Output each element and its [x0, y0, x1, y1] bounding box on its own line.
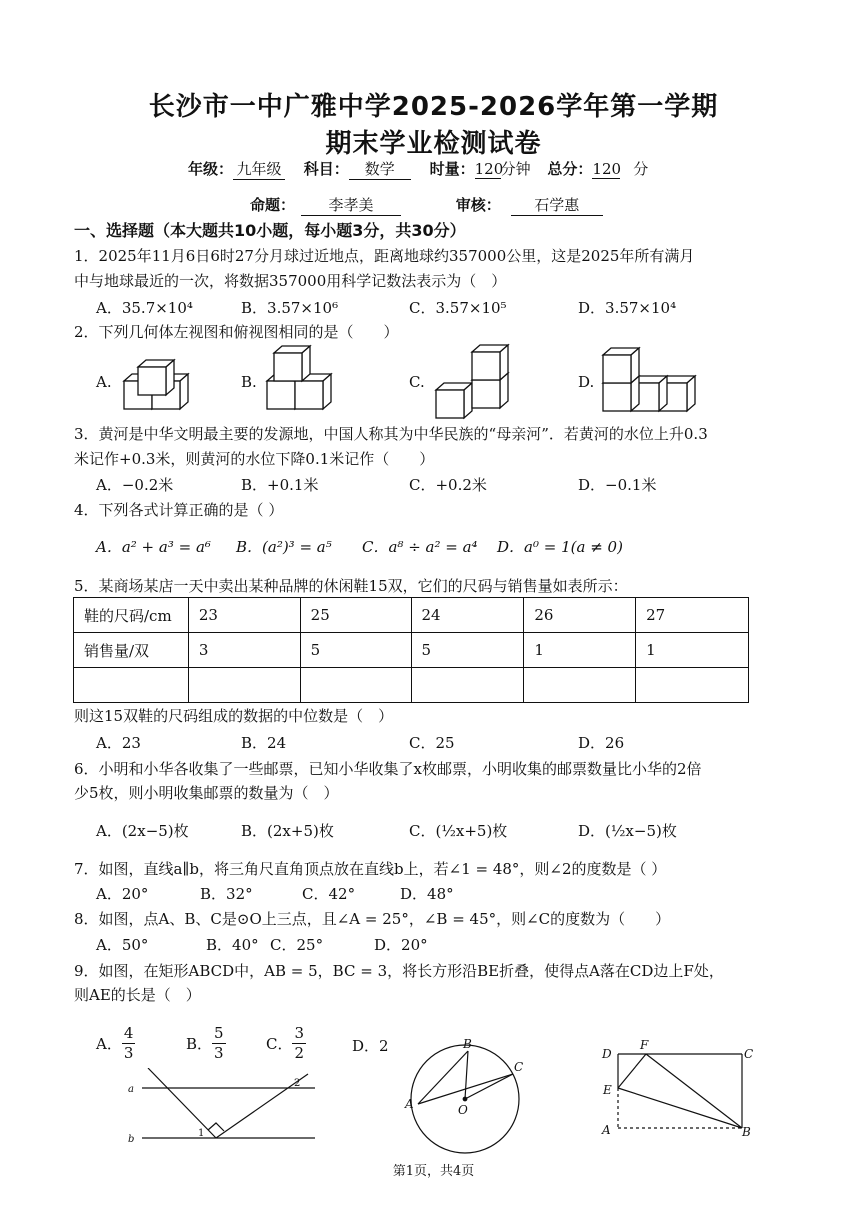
grade-value: 九年级 [233, 158, 285, 180]
grade-label: 年级： [188, 160, 234, 178]
table-cell: 3 [188, 633, 300, 668]
author-label: 命题： [250, 196, 296, 214]
q8-option-a: A．50° [96, 936, 149, 954]
q9-option-b-letter: B． [186, 1035, 213, 1053]
q9-option-a-den: 3 [123, 1044, 134, 1062]
q4-option-d: D．a⁰ = 1(a ≠ 0) [497, 538, 623, 556]
label-A: A [602, 1123, 611, 1137]
table-cell [188, 668, 300, 703]
segment-ef [618, 1054, 646, 1088]
table-row [74, 633, 749, 668]
exam-title-line2: 期末学业检测试卷 [325, 129, 542, 159]
q8-option-d: D．20° [374, 936, 428, 954]
q6-option-b: B．(2x+5)枚 [241, 822, 334, 840]
table-cell: 27 [636, 598, 749, 633]
q3-line2: 米记作+0.3米，则黄河的水位下降0.1米记作（ ） [74, 450, 435, 468]
label-F: F [640, 1038, 649, 1052]
q5-option-c: C．25 [409, 734, 455, 752]
q7-option-d: D．48° [400, 885, 454, 903]
q9-option-a [96, 1024, 135, 1063]
page-footer: 第1页，共4页 [392, 1164, 475, 1179]
q2-solid-d [600, 346, 700, 418]
q5-table [73, 597, 749, 703]
q7-option-a: A．20° [96, 885, 149, 903]
q2-stem: 2．下列几何体左视图和俯视图相同的是（ ） [74, 323, 399, 341]
q6-option-a: A．(2x−5)枚 [96, 822, 189, 840]
q9-option-d-letter: D． [352, 1037, 380, 1055]
q6-option-d: D．(½x−5)枚 [578, 822, 677, 840]
q5-option-b: B．24 [241, 734, 287, 752]
figure-circle [402, 1036, 534, 1158]
q3-option-b: B．+0.1米 [241, 476, 319, 494]
q8-option-c: C．25° [270, 936, 324, 954]
table-cell: 5 [411, 633, 524, 668]
table-cell: 26 [524, 598, 636, 633]
q3-option-c: C．+0.2米 [409, 476, 487, 494]
q9-option-c-num: 3 [294, 1024, 305, 1042]
q2-label-c: C. [409, 373, 425, 391]
time-value: 120 [474, 160, 504, 178]
q2-label-a: A. [96, 373, 112, 391]
q5-stem: 5．某商场某店一天中卖出某种品牌的休闲鞋15双，它们的尺码与销售量如表所示： [74, 577, 628, 595]
table-row [74, 598, 749, 633]
q4-option-c: C．a⁸ ÷ a² = a⁴ [362, 538, 478, 556]
q1-option-b: B．3.57×10⁶ [241, 299, 339, 317]
q3-option-d: D．−0.1米 [578, 476, 657, 494]
figure-rectangle [598, 1036, 768, 1142]
score-value: 120 [592, 160, 622, 178]
q9-option-d-num: 2 [379, 1037, 389, 1055]
label-B: B [463, 1037, 472, 1051]
table-cell [300, 668, 411, 703]
q3-option-a: A．−0.2米 [96, 476, 174, 494]
section-heading: 一、选择题（本大题共10小题，每小题3分，共30分） [74, 221, 466, 240]
info-row [188, 158, 648, 180]
q6-line1: 6．小明和小华各收集了一些邮票，已知小华收集了x枚邮票，小明收集的邮票数量比小华的2倍 [74, 760, 702, 778]
label-D: D [602, 1047, 612, 1061]
q9-line2: 则AE的长是（ ） [74, 986, 201, 1004]
segment-bo [465, 1051, 468, 1099]
triangle-ruler-leg1 [148, 1068, 216, 1138]
q9-option-c [266, 1024, 306, 1063]
q5-option-a: A．23 [96, 734, 141, 752]
center-dot [463, 1097, 467, 1101]
table-cell [636, 668, 749, 703]
q9-line1: 9．如图，在矩形ABCD中，AB = 5，BC = 3，将长方形沿BE折叠，使得点A落在CD边上F处， [74, 962, 724, 980]
q9-option-d [352, 1035, 389, 1056]
time-unit: 分钟 [500, 160, 531, 178]
table-cell: 鞋的尺码/cm [74, 598, 189, 633]
table-cell [411, 668, 524, 703]
label-A: A [405, 1097, 414, 1111]
q7-option-b: B．32° [200, 885, 253, 903]
reviewer-value: 石学惠 [511, 194, 603, 216]
q8-option-b: B．40° [206, 936, 259, 954]
q1-option-d: D．3.57×10⁴ [578, 299, 677, 317]
label-a: a [128, 1084, 134, 1095]
label-b: b [128, 1134, 135, 1145]
table-cell: 23 [188, 598, 300, 633]
table-cell: 25 [300, 598, 411, 633]
q4-option-b: B．(a²)³ = a⁵ [236, 538, 332, 556]
score-label: 总分： [547, 160, 593, 178]
label-E: E [603, 1083, 612, 1097]
score-unit: 分 [633, 160, 649, 178]
q7-option-c: C．42° [302, 885, 356, 903]
q8-stem: 8．如图，点A、B、C是⊙O上三点，且∠A = 25°，∠B = 45°，则∠C的度数为（ ） [74, 910, 671, 928]
table-cell: 销售量/双 [74, 633, 189, 668]
q1-line1: 1．2025年11月6日6时27分月球过近地点，距离地球约357000公里，这是2025年所有满月 [74, 247, 695, 265]
table-row [74, 668, 749, 703]
table-cell: 1 [636, 633, 749, 668]
q5-after: 则这15双鞋的尺码组成的数据的中位数是（ ） [74, 707, 394, 725]
q6-option-c: C．(½x+5)枚 [409, 822, 508, 840]
label-C: C [744, 1047, 754, 1061]
q1-line2: 中与地球最近的一次，将数据357000用科学记数法表示为（ ） [74, 272, 507, 290]
author-value: 李孝美 [301, 194, 401, 216]
q3-line1: 3．黄河是中华文明最主要的发源地，中国人称其为中华民族的“母亲河”．若黄河的水位上升0.3 [74, 425, 708, 443]
subject-value: 数学 [349, 158, 411, 180]
q2-solid-b [264, 344, 344, 416]
label-angle2: 2 [294, 1078, 301, 1089]
q1-option-a: A．35.7×10⁴ [96, 299, 193, 317]
right-angle-mark [208, 1123, 224, 1131]
time-label: 时量： [429, 160, 475, 178]
table-cell: 5 [300, 633, 411, 668]
table-cell: 24 [411, 598, 524, 633]
reviewer-label: 审核： [455, 196, 501, 214]
fold-line-eb [618, 1088, 742, 1128]
exam-title-line1: 长沙市一中广雅中学2025-2026学年第一学期 [148, 92, 719, 122]
q4-option-a: A．a² + a³ = a⁶ [96, 538, 211, 556]
table-cell: 1 [524, 633, 636, 668]
q9-option-c-den: 2 [294, 1044, 305, 1062]
q2-label-d: D. [578, 373, 595, 391]
figure-parallel-lines [120, 1068, 320, 1148]
q4-stem: 4．下列各式计算正确的是（ ） [74, 501, 284, 519]
q9-option-b-den: 3 [214, 1044, 224, 1062]
table-cell [74, 668, 189, 703]
label-O: O [458, 1103, 468, 1117]
q6-line2: 少5枚，则小明收集邮票的数量为（ ） [74, 784, 339, 802]
subject-label: 科目： [303, 160, 349, 178]
segment-fb [646, 1054, 742, 1128]
label-B: B [742, 1125, 751, 1139]
q9-option-a-letter: A． [96, 1035, 122, 1053]
q9-option-b [186, 1024, 226, 1063]
q9-option-a-num: 4 [123, 1024, 134, 1042]
q7-stem: 7．如图，直线a∥b，将三角尺直角顶点放在直线b上，若∠1 = 48°，则∠2的度数是（ ） [74, 860, 667, 878]
q5-option-d: D．26 [578, 734, 625, 752]
q1-option-c: C．3.57×10⁵ [409, 299, 507, 317]
q2-solid-c [432, 340, 522, 422]
q2-solid-a [118, 350, 198, 416]
table-cell [524, 668, 636, 703]
q2-label-b: B. [241, 373, 257, 391]
label-angle1: 1 [198, 1128, 205, 1139]
author-row [250, 194, 603, 216]
q9-option-c-letter: C． [266, 1035, 293, 1053]
label-C: C [514, 1060, 524, 1074]
q9-option-b-num: 5 [214, 1024, 224, 1042]
